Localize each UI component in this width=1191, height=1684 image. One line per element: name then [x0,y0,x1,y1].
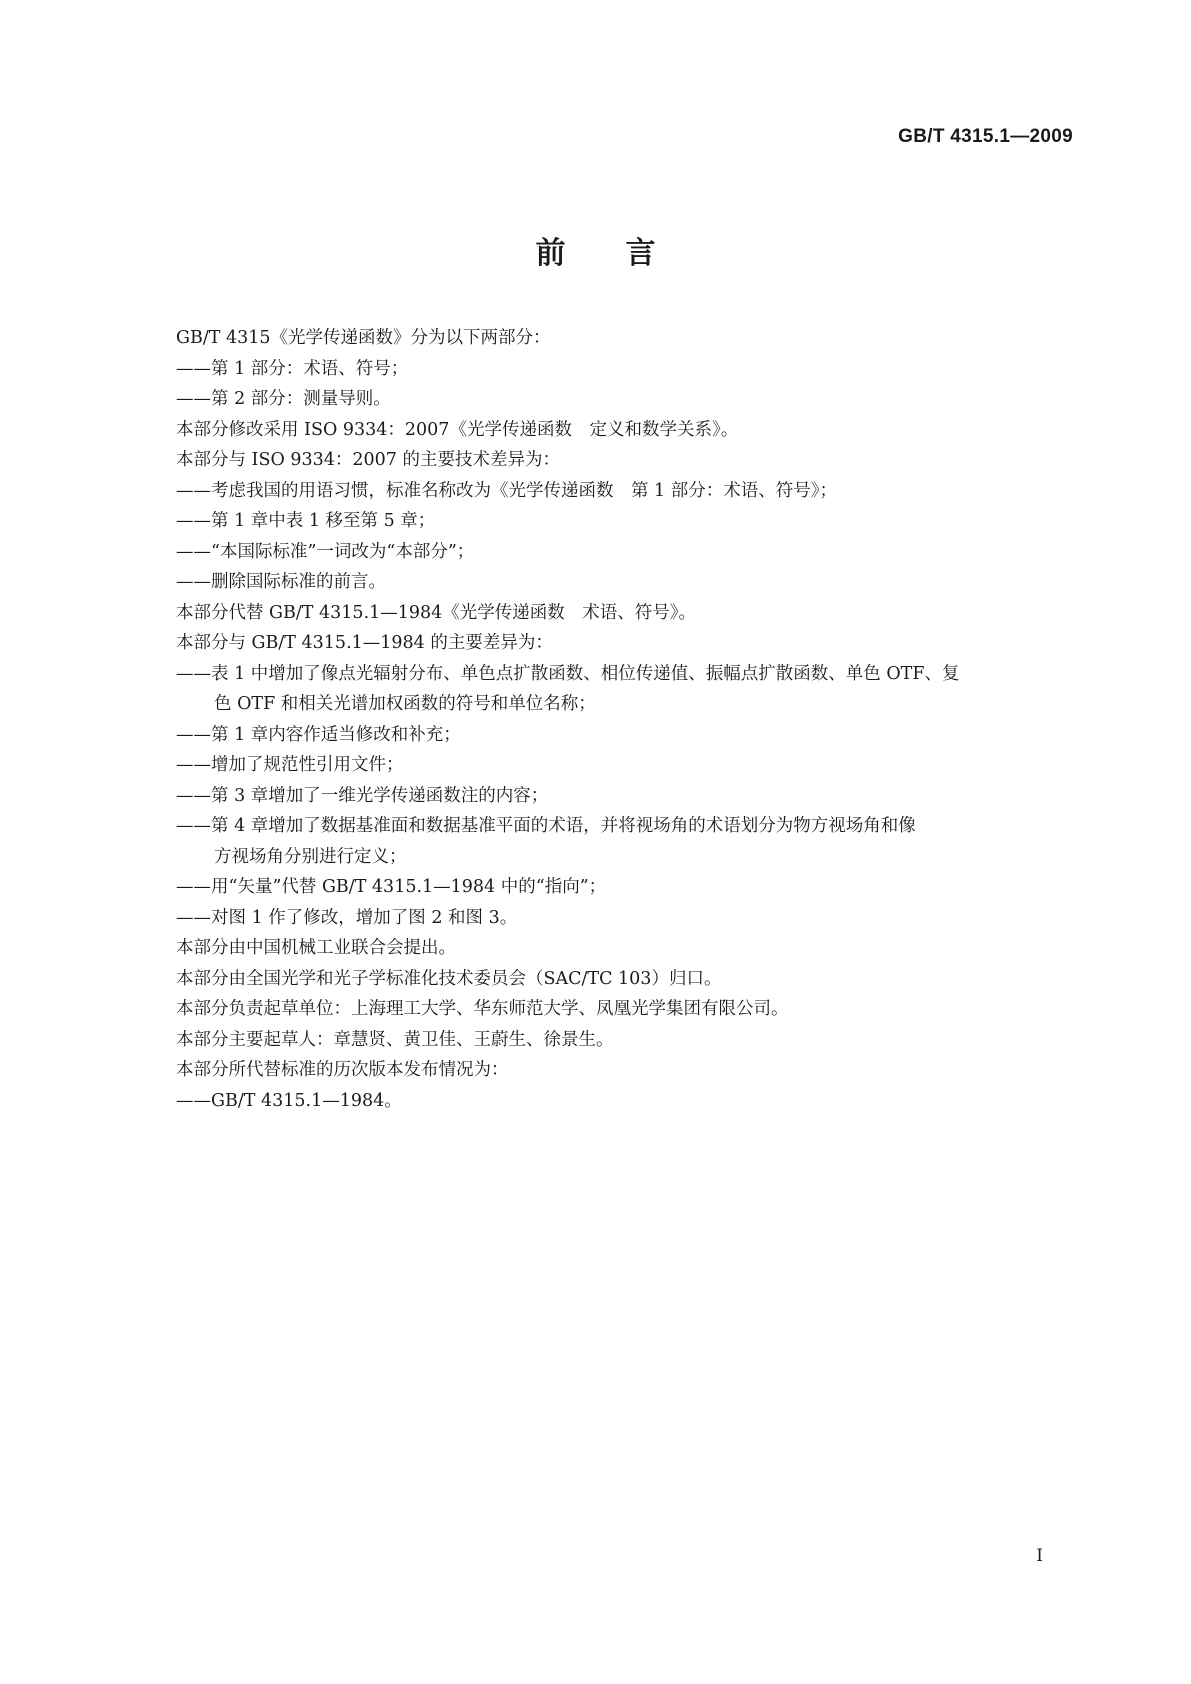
foreword-list-item: ——对图 1 作了修改，增加了图 2 和图 3。 [176,907,518,928]
foreword-list-item: ——考虑我国的用语习惯，标准名称改为《光学传递函数 第 1 部分：术语、符号》； [176,480,838,501]
foreword-list-item: ——第 1 章中表 1 移至第 5 章； [176,511,436,531]
page-title: 前言 [535,236,716,271]
foreword-list-item: ——第 3 章增加了一维光学传递函数注的内容； [176,785,549,806]
foreword-line: GB/T 4315《光学传递函数》分为以下两部分： [176,328,551,348]
foreword-body [176,323,1060,1116]
foreword-line: 本部分主要起草人：章慧贤、黄卫佳、王蔚生、徐景生。 [176,1029,614,1050]
foreword-line: 本部分由中国机械工业联合会提出。 [176,938,456,958]
foreword-list-item: ——删除国际标准的前言。 [176,572,386,592]
foreword-line: 本部分所代替标准的历次版本发布情况为： [176,1060,509,1080]
foreword-list-item: ——GB/T 4315.1—1984。 [176,1090,402,1111]
foreword-list-item: ——第 2 部分：测量导则。 [176,389,391,409]
foreword-list-item: ——第 4 章增加了数据基准面和数据基准平面的术语，并将视场角的术语划分为物方视场角和像 [176,816,916,836]
foreword-line: 本部分修改采用 ISO 9334：2007《光学传递函数 定义和数学关系》。 [176,419,739,440]
foreword-list-item-continuation: 色 OTF 和相关光谱加权函数的符号和单位名称； [214,694,596,714]
foreword-list-item-continuation: 方视场角分别进行定义； [214,846,407,867]
foreword-list-item: ——第 1 部分：术语、符号； [176,358,409,379]
foreword-list-item: ——“本国际标准”一词改为“本部分”； [176,541,475,562]
foreword-list-item: ——增加了规范性引用文件； [176,755,404,775]
page-number: I [1036,1546,1043,1566]
foreword-list-item: ——第 1 章内容作适当修改和补充； [176,724,461,745]
foreword-list-item: ——表 1 中增加了像点光辐射分布、单色点扩散函数、相位传递值、振幅点扩散函数、单色 OTF、复 [176,663,960,684]
foreword-line: 本部分代替 GB/T 4315.1—1984《光学传递函数 术语、符号》。 [176,602,697,623]
foreword-line: 本部分与 GB/T 4315.1—1984 的主要差异为： [176,633,553,653]
foreword-line: 本部分与 ISO 9334：2007 的主要技术差异为： [176,450,561,470]
foreword-line: 本部分负责起草单位：上海理工大学、华东师范大学、凤凰光学集团有限公司。 [176,999,789,1019]
standard-code: GB/T 4315.1—2009 [898,126,1073,147]
foreword-line: 本部分由全国光学和光子学标准化技术委员会（SAC/TC 103）归口。 [176,968,722,989]
foreword-list-item: ——用“矢量”代替 GB/T 4315.1—1984 中的“指向”； [176,877,607,897]
